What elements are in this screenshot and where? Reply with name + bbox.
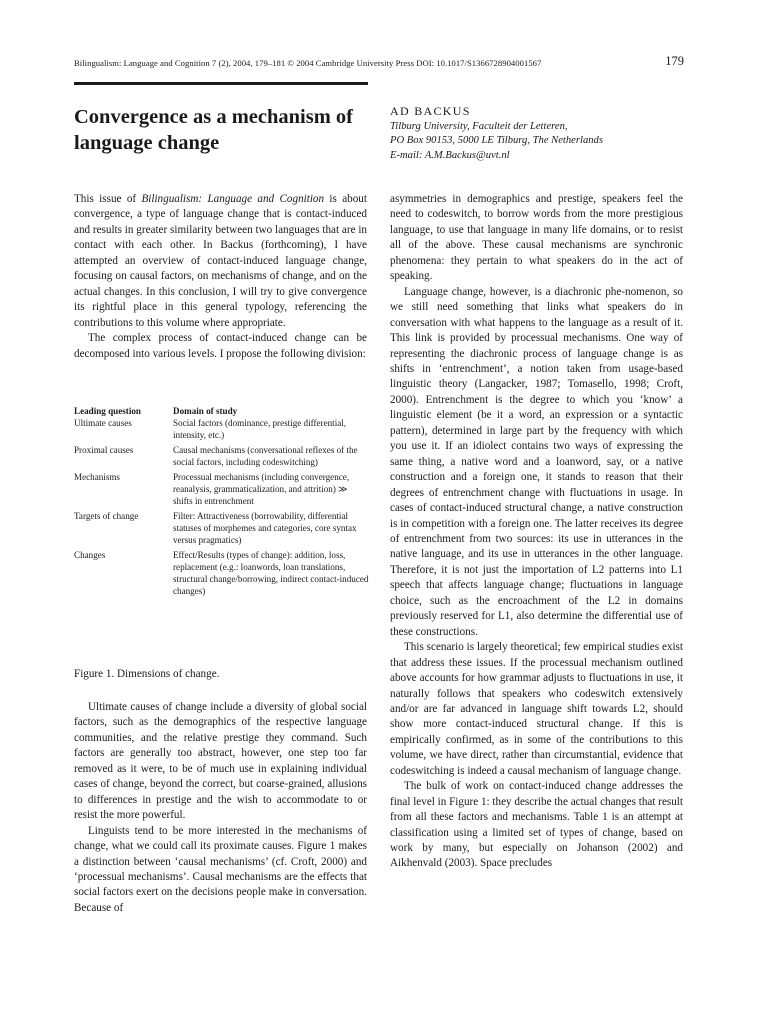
author-affiliation-1: Tilburg University, Faculteit der Letteren, (390, 120, 568, 132)
figure-row (74, 510, 369, 546)
author-name: AD BACKUS (390, 104, 471, 118)
author-affiliation-2: PO Box 90153, 5000 LE Tilburg, The Netherlands (390, 135, 603, 146)
intro-p1-after: is about convergence, a type of language change that is contact-induced and results in greater similarity between two languages that are in contact with each other. In Backus (forthcoming), I have attempted an overview of contact-induced language change, focusing on causal factors, on mechanisms of change, and on the actual changes. In this conclusion, I will try to give convergence its rightful place in this general typology, referencing the contributions to this volume where appropriate. (74, 193, 367, 329)
left-column-body (74, 700, 367, 916)
figure-row-question: Targets of change (74, 510, 139, 521)
figure-row-question: Ultimate causes (74, 418, 132, 429)
figure-row (74, 417, 369, 441)
body-paragraph: Linguists tend to be more interested in the mechanisms of change, what we could call its proximate causes. Figure 1 makes a distinction between ‘causal mechanisms’ (cf. Croft, 2000) and ‘processual mechanisms’. Causal mechanisms are the effects that social factors exert on the decisions people make in conversation. Because of (74, 824, 367, 914)
figure-row-domain: Filter: Attractiveness (borrowability, differential statuses of morphemes and categories, core syntax versus pragmatics) (173, 510, 357, 546)
running-head: Bilingualism: Language and Cognition 7 (2), 2004, 179–181 © 2004 Cambridge University Press DOI: 10.1017/S1366728904001567 (74, 58, 542, 68)
journal-name-italic: Bilingualism: Language and Cognition (141, 193, 325, 205)
intro-paragraph-2: The complex process of contact-induced change can be decomposed into various levels. I propose the following division: (74, 332, 367, 360)
figure-header-row (74, 405, 369, 417)
figure-row (74, 471, 369, 507)
figure-row-question: Changes (74, 549, 106, 560)
figure-row (74, 549, 369, 598)
body-paragraph: Language change, however, is a diachronic phe-nomenon, so we still need something that links what speakers do in conversation with what happens to the language as a result of it. This link is provided by processual mechanisms. One way of representing the diachronic process of language change is as shifts in ‘entrenchment’, a notion taken from usage-based linguistic theory (Langacker, 1987; Tomasello, 1998; Croft, 2000). Entrenchment is the degree to which you ‘know’ a linguistic element (be it a word, an expression or a syntactic pattern), determined in large part by the frequency with which you use it. If an idiolect contains two ways of expressing the same thing, a native word and a loanword, say, or a native construction and a foreign one, it stands to reason that their degrees of entrenchment change with fluctuations in usage. In cases of contact-induced structural change, a native construction is in competition with a foreign one. The latter receives its degree of entrenchment from two sources: its use in utterances in the native language, and its use in utterances in the other language. Therefore, it is not just the importation of L2 patterns into L1 speech that affects language change; fluctuations in language choice, such as the encroachment of the L2 in domains previously reserved for L1, also determine the differential use of these constructions. (390, 285, 683, 638)
figure-1-table (74, 405, 369, 600)
page-number: 179 (665, 54, 684, 68)
figure-row-question: Proximal causes (74, 444, 134, 455)
figure-row (74, 444, 369, 468)
figure-row-domain: Effect/Results (types of change): addition, loss, replacement (e.g.: loanwords, loan translations, structural change/borrowing, indirect contact-induced changes) (173, 549, 369, 597)
right-column-body (390, 192, 683, 872)
body-paragraph: This scenario is largely theoretical; few empirical studies exist that address these issues. If the processual mechanism outlined above accounts for how grammar adjusts to fluctuations in use, it naturally follows that speakers who codeswitch extensively and/or are far advanced in language shift towards L2, should show more contact-induced structural change. If this is empirically confirmed, as in some of the contributions to this volume, we have direct, rather than circumstantial, evidence that codeswitching is indeed a causal mechanism of language change. (390, 641, 683, 777)
figure-row-domain: Causal mechanisms (conversational reflexes of the social factors, including codeswitching) (173, 444, 358, 468)
body-paragraph: asymmetries in demographics and prestige, speakers feel the need to codeswitch, to borrow words from the more prestigious language, to use that language in many life domains, or to resist all of the above. These causal mechanisms are synchronic phenomena: they pertain to what speakers do in the act of speaking. (390, 193, 683, 283)
author-email: E-mail: A.M.Backus@uvt.nl (390, 149, 510, 161)
intro-paragraph-1 (74, 192, 367, 331)
figure-caption: Figure 1. Dimensions of change. (74, 668, 220, 680)
figure-header-question: Leading question (74, 406, 141, 416)
figure-header-domain: Domain of study (173, 406, 238, 416)
body-paragraph: Ultimate causes of change include a diversity of global social factors, such as the demographics of the respective language communities, and the relative prestige they command. Such factors are generally too abstract, however, one step too far removed as it were, to be of much use in explaining individual cases of change, beyond the correct, but coarse-grained, allusions to differences in prestige and the wish to accommodate to or resist the more powerful. (74, 701, 367, 822)
article-title: Convergence as a mechanism of language change (74, 106, 353, 154)
author-block (390, 104, 690, 163)
title-rule (74, 82, 368, 85)
figure-row-question: Mechanisms (74, 471, 120, 482)
figure-row-domain: Processual mechanisms (including convergence, reanalysis, grammaticalization, and attrition) ≫ shifts in entrenchment (173, 471, 350, 507)
left-column-intro (74, 192, 367, 362)
body-paragraph: The bulk of work on contact-induced change addresses the final level in Figure 1: they describe the actual changes that result from all these factors and mechanisms. Table 1 is an attempt at classification using a limited set of types of change, based on work by many, but especially on Johanson (2002) and Aikhenvald (2003). Space precludes (390, 780, 683, 870)
figure-row-domain: Social factors (dominance, prestige differential, intensity, etc.) (173, 418, 347, 441)
intro-p1-before: This issue of (74, 193, 142, 205)
